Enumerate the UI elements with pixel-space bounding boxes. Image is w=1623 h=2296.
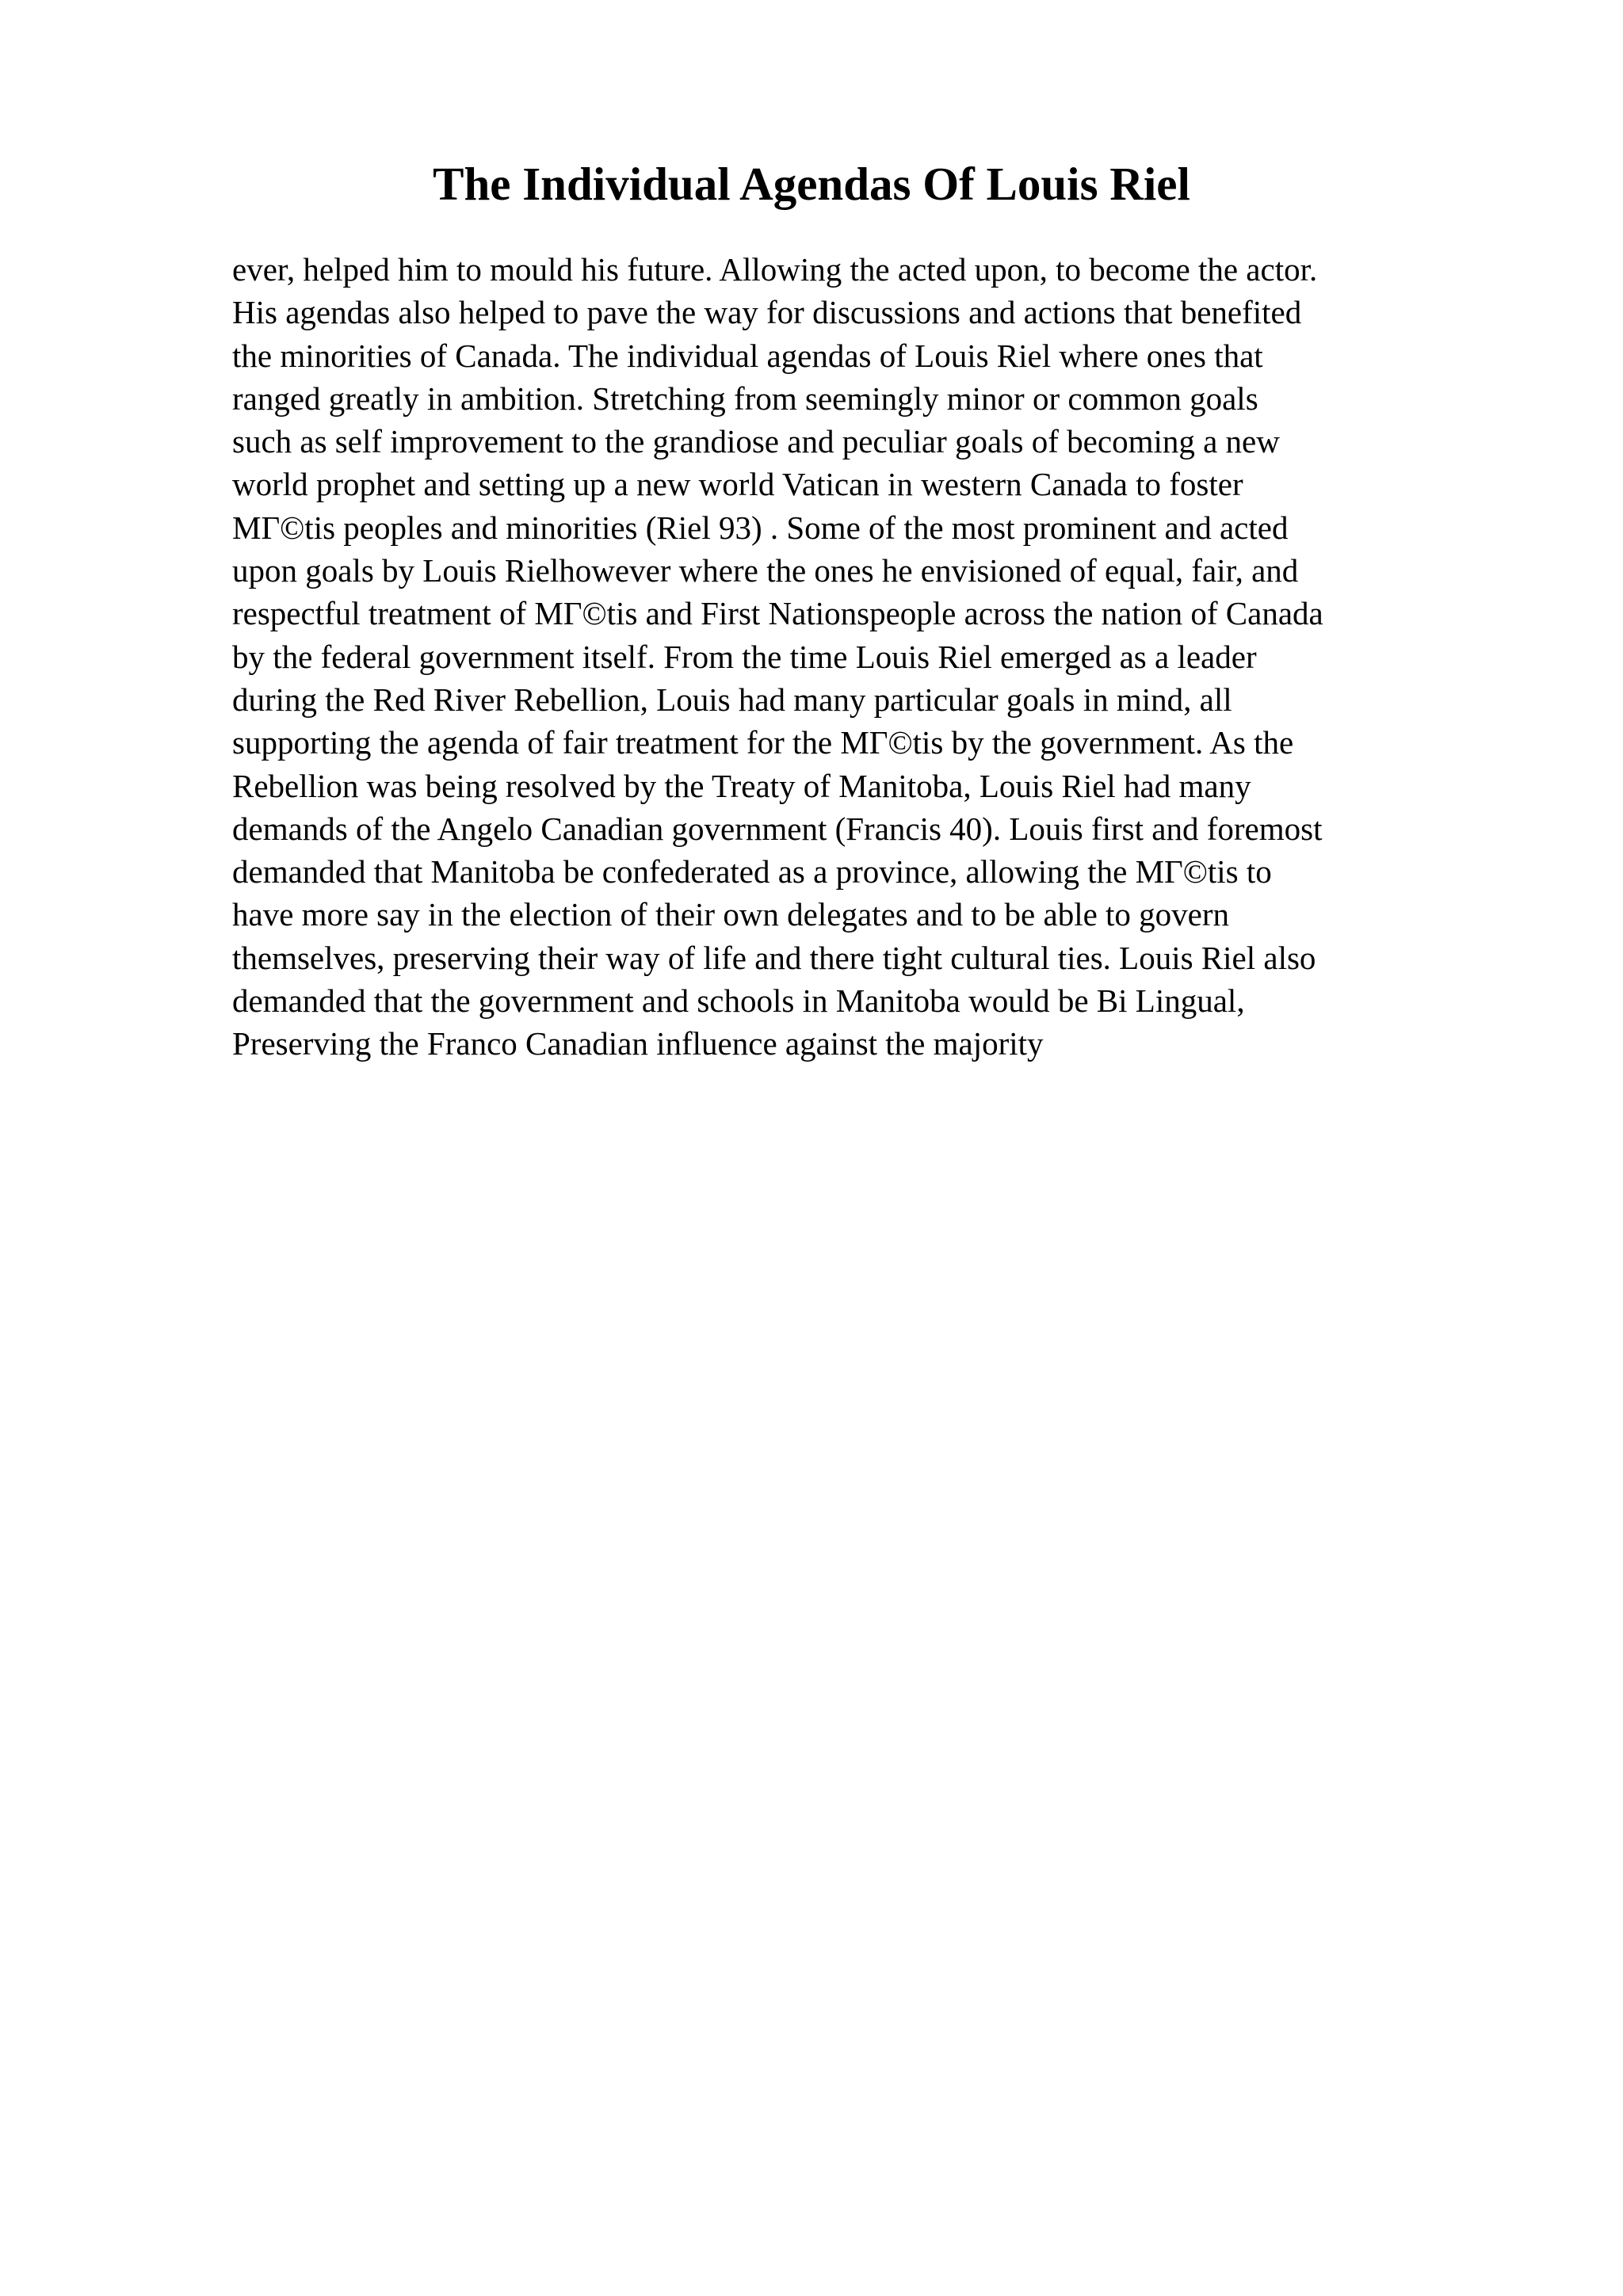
document-title: The Individual Agendas Of Louis Riel bbox=[433, 158, 1190, 210]
body-line: ranged greatly in ambition. Stretching from seemingly minor or common goals bbox=[232, 379, 1258, 417]
body-line: themselves, preserving their way of life and there tight cultural ties. Louis Riel also bbox=[232, 939, 1316, 976]
body-line: demanded that Manitoba be confederated as a province, allowing the MΓ©tis to bbox=[232, 853, 1272, 891]
body-line: the minorities of Canada. The individual agendas of Louis Riel where ones that bbox=[232, 337, 1263, 374]
body-line: have more say in the election of their own delegates and to be able to govern bbox=[232, 896, 1230, 933]
body-line: MΓ©tis peoples and minorities (Riel 93) . Some of the most prominent and acted bbox=[232, 509, 1289, 546]
document-body bbox=[232, 248, 1500, 1066]
body-line: during the Red River Rebellion, Louis had many particular goals in mind, all bbox=[232, 681, 1232, 718]
body-line: by the federal government itself. From the time Louis Riel emerged as a leader bbox=[232, 638, 1257, 675]
body-line: upon goals by Louis Rielhowever where the ones he envisioned of equal, fair, and bbox=[232, 552, 1299, 589]
body-line: such as self improvement to the grandiose and peculiar goals of becoming a new bbox=[232, 423, 1280, 460]
body-line: respectful treatment of MΓ©tis and First Nationspeople across the nation of Canada bbox=[232, 595, 1323, 632]
body-line: Preserving the Franco Canadian influence against the majority bbox=[232, 1025, 1044, 1062]
body-line: world prophet and setting up a new world Vatican in western Canada to foster bbox=[232, 466, 1243, 503]
body-line: supporting the agenda of fair treatment for the MΓ©tis by the government. As the bbox=[232, 724, 1294, 761]
body-line: demands of the Angelo Canadian government (Francis 40). Louis first and foremost bbox=[232, 810, 1323, 847]
body-line: His agendas also helped to pave the way for discussions and actions that benefited bbox=[232, 294, 1302, 331]
body-line: demanded that the government and schools in Manitoba would be Bi Lingual, bbox=[232, 982, 1245, 1020]
body-line: Rebellion was being resolved by the Treaty of Manitoba, Louis Riel had many bbox=[232, 767, 1251, 804]
body-line: ever, helped him to mould his future. Allowing the acted upon, to become the actor. bbox=[232, 251, 1318, 288]
